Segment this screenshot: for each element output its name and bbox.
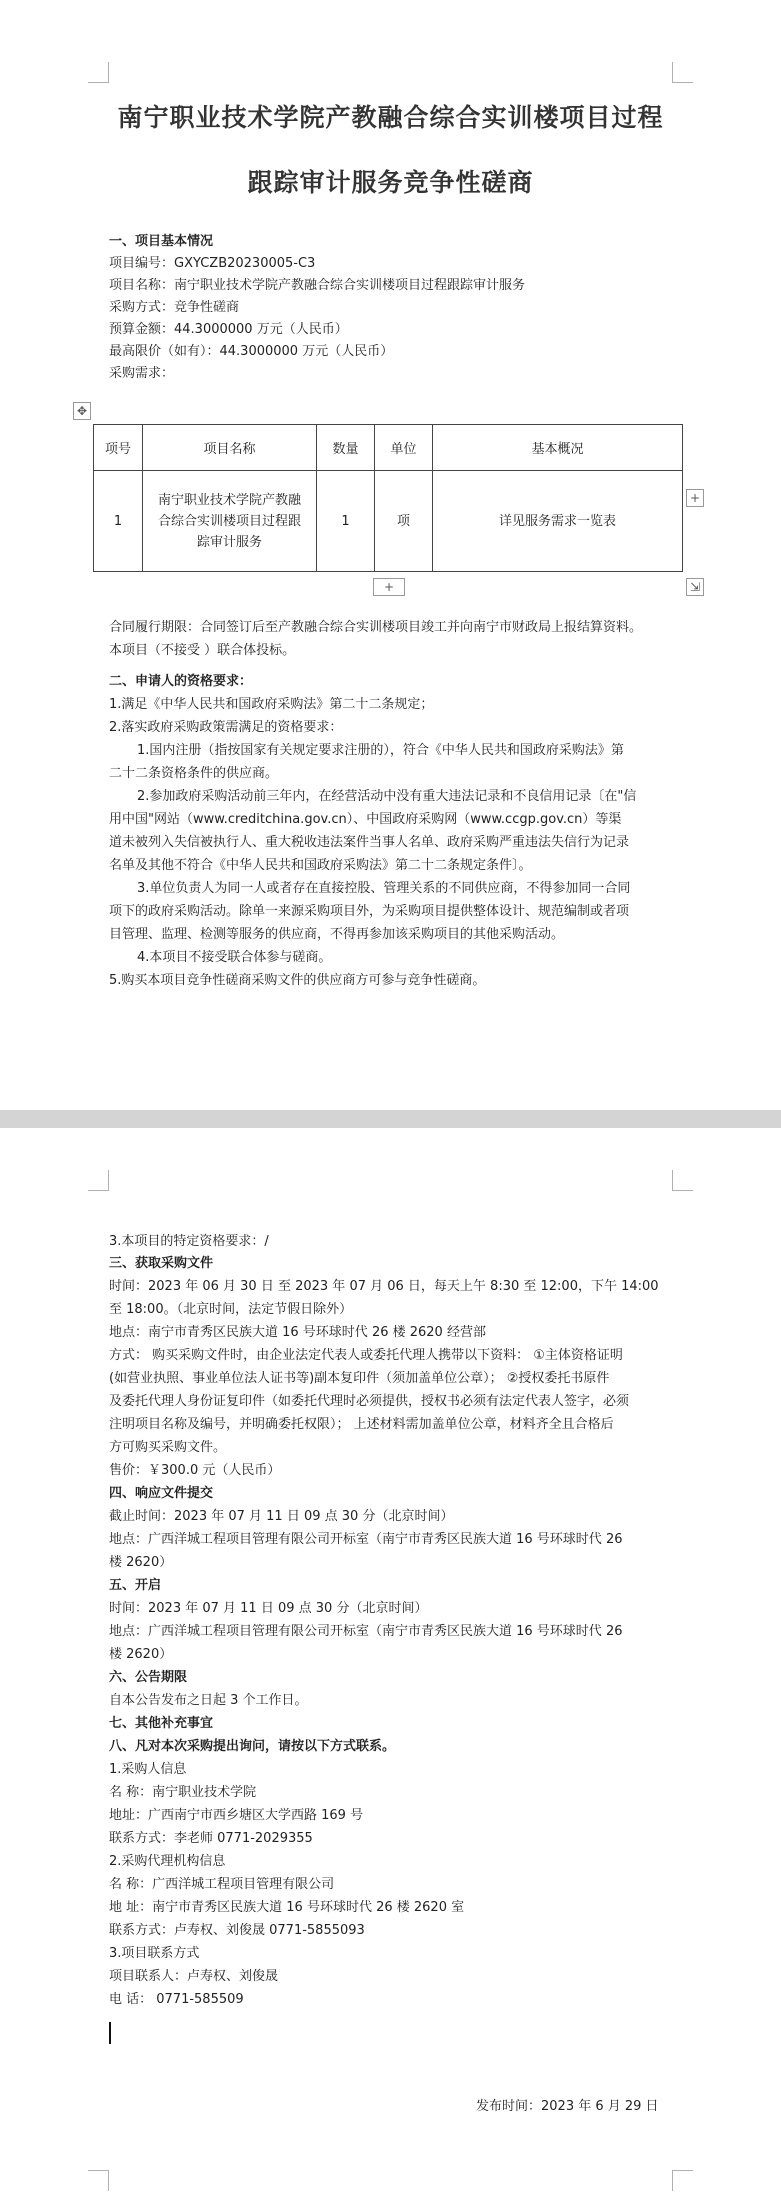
body-line: 自本公告发布之日起 3 个工作日。 — [109, 1693, 308, 1708]
body-line: (如营业执照、事业单位法人证书等)副本复印件（须加盖单位公章）； ②授权委托书原件 — [109, 1371, 610, 1386]
body-line: 楼 2620） — [109, 1647, 173, 1662]
body-line: 地址：广西南宁市西乡塘区大学西路 169 号 — [109, 1808, 364, 1823]
body-line: 截止时间：2023 年 07 月 11 日 09 点 30 分（北京时间） — [109, 1509, 454, 1524]
body-line: 道未被列入失信被执行人、重大税收违法案件当事人名单、政府采购严重违法失信行为记录 — [109, 835, 630, 850]
crop-mark — [88, 2170, 109, 2191]
procurement-needs: 采购需求： — [109, 366, 175, 381]
body-line: 联系方式：李老师 0771-2029355 — [109, 1831, 313, 1846]
body-line: 地点：广西洋城工程项目管理有限公司开标室（南宁市青秀区民族大道 16 号环球时代 26 — [109, 1532, 623, 1547]
body-line: 名单及其他不符合《中华人民共和国政府采购法》第二十二条规定条件〕。 — [109, 858, 532, 873]
budget-amount: 预算金额：44.3000000 万元（人民币） — [109, 322, 348, 337]
text-cursor — [109, 2022, 111, 2044]
body-line: 1.满足《中华人民共和国政府采购法》第二十二条规定； — [109, 697, 434, 712]
body-line: 4.本项目不接受联合体参与磋商。 — [137, 950, 332, 965]
body-line: 及委托代理人身份证复印件（如委托代理时必须提供，授权书必须有法定代表人签字，必须 — [109, 1394, 630, 1409]
section-heading: 三、获取采购文件 — [109, 1256, 214, 1271]
body-line: 联系方式：卢寿权、刘俊晟 0771-5855093 — [109, 1923, 365, 1938]
body-line: 地点：南宁市青秀区民族大道 16 号环球时代 26 楼 2620 经营部 — [109, 1325, 486, 1340]
body-line: 5.购买本项目竞争性磋商采购文件的供应商方可参与竞争性磋商。 — [109, 973, 486, 988]
crop-mark — [672, 62, 693, 83]
crop-mark — [88, 62, 109, 83]
section-heading: 二、申请人的资格要求： — [109, 674, 253, 689]
body-line: 1.采购人信息 — [109, 1762, 187, 1777]
body-line: 时间：2023 年 07 月 11 日 09 点 30 分（北京时间） — [109, 1601, 428, 1616]
document-title-line2: 跟踪审计服务竞争性磋商 — [247, 168, 534, 197]
table-move-handle-icon[interactable]: ✥ — [73, 402, 91, 420]
add-column-button[interactable]: + — [686, 489, 704, 507]
section-heading: 七、其他补充事宜 — [109, 1716, 214, 1731]
table-header-row — [94, 425, 683, 471]
body-line: 注明项目名称及编号，并明确委托权限）； 上述材料需加盖单位公章，材料齐全且合格后 — [109, 1417, 614, 1432]
table-cell: 详见服务需求一览表 — [433, 471, 683, 572]
table-header-cell: 项号 — [94, 425, 143, 471]
crop-mark — [672, 2170, 693, 2191]
section-heading: 五、开启 — [109, 1578, 162, 1593]
body-line: 2.落实政府采购政策需满足的资格要求： — [109, 720, 343, 735]
body-line: 地点：广西洋城工程项目管理有限公司开标室（南宁市青秀区民族大道 16 号环球时代 26 — [109, 1624, 623, 1639]
body-line: 名 称：南宁职业技术学院 — [109, 1785, 257, 1800]
body-line: 方可购买采购文件。 — [109, 1440, 227, 1455]
body-line-links: 用中国"网站（www.creditchina.gov.cn）、中国政府采购网（www.ccgp.gov.cn）等渠 — [109, 812, 622, 827]
body-line: 至 18:00。（北京时间，法定节假日除外） — [109, 1302, 353, 1317]
table-cell-project-name — [143, 471, 317, 572]
project-name: 项目名称：南宁职业技术学院产教融合综合实训楼项目过程跟踪审计服务 — [109, 278, 526, 293]
section-heading: 六、公告期限 — [109, 1670, 188, 1685]
section-heading: 四、响应文件提交 — [109, 1486, 214, 1501]
cell-text-line: 合综合实训楼项目过程跟 — [157, 513, 301, 529]
body-line: 3.单位负责人为同一人或者存在直接控股、管理关系的不同供应商，不得参加同一合同 — [137, 881, 631, 896]
body-line: 2.采购代理机构信息 — [109, 1854, 226, 1869]
table-cell: 项 — [375, 471, 433, 572]
body-line: 目管理、监理、检测等服务的供应商，不得再参加该采购项目的其他采购活动。 — [109, 927, 565, 942]
table-header-cell: 项目名称 — [143, 425, 317, 471]
contract-period: 合同履行期限：合同签订后至产教融合综合实训楼项目竣工并向南宁市财政局上报结算资料。 — [109, 620, 643, 635]
body-line: 地 址：南宁市青秀区民族大道 16 号环球时代 26 楼 2620 室 — [109, 1900, 465, 1915]
table-header-cell: 基本概况 — [433, 425, 683, 471]
table-cell: 1 — [94, 471, 143, 572]
body-line: 二十二条资格条件的供应商。 — [109, 766, 279, 781]
body-line: 项目联系人：卢寿权、刘俊晟 — [109, 1969, 279, 1984]
body-line: 楼 2620） — [109, 1555, 173, 1570]
crop-mark — [88, 1170, 109, 1191]
table-cell: 1 — [317, 471, 375, 572]
body-line: 名 称：广西洋城工程项目管理有限公司 — [109, 1877, 335, 1892]
crop-mark — [672, 1170, 693, 1191]
body-line: 电 话： 0771-585509 — [109, 1992, 244, 2007]
body-line: 3.项目联系方式 — [109, 1946, 200, 1961]
publish-date: 发布时间：2023 年 6 月 29 日 — [476, 2099, 659, 2114]
project-table — [93, 424, 683, 572]
table-header-cell: 单位 — [375, 425, 433, 471]
document-title-line1: 南宁职业技术学院产教融合综合实训楼项目过程 — [117, 103, 664, 132]
body-line: 时间：2023 年 06 月 30 日 至 2023 年 07 月 06 日，每天上午 8:30 至 12:00，下午 14:00 — [109, 1279, 659, 1294]
table-resize-handle-icon[interactable]: ⇲ — [686, 578, 704, 596]
procurement-method: 采购方式：竞争性磋商 — [109, 300, 240, 315]
body-line: 2.参加政府采购活动前三年内，在经营活动中没有重大违法记录和不良信用记录〔在"信 — [137, 789, 637, 804]
body-line: 方式： 购买采购文件时，由企业法定代表人或委托代理人携带以下资料： ①主体资格证明 — [109, 1348, 623, 1363]
add-row-button[interactable]: + — [373, 578, 405, 596]
table-header-cell: 数量 — [317, 425, 375, 471]
project-number: 项目编号：GXYCZB20230005-C3 — [109, 256, 316, 271]
body-line: 1.国内注册（指按国家有关规定要求注册的），符合《中华人民共和国政府采购法》第 — [137, 743, 624, 758]
section-heading: 八、凡对本次采购提出询问，请按以下方式联系。 — [109, 1739, 396, 1754]
consortium-note: 本项目（不接受 ）联合体投标。 — [109, 643, 296, 658]
price-line: 售价：￥300.0 元（人民币） — [109, 1463, 281, 1478]
cell-text-line: 南宁职业技术学院产教融 — [157, 492, 301, 508]
max-price: 最高限价（如有）：44.3000000 万元（人民币） — [109, 344, 394, 359]
special-requirement: 3.本项目的特定资格要求：/ — [109, 1234, 269, 1249]
section-heading: 一、项目基本情况 — [109, 234, 214, 249]
cell-text-line: 踪审计服务 — [196, 534, 262, 550]
table-row — [94, 471, 683, 572]
body-line: 项下的政府采购活动。除单一来源采购项目外，为采购项目提供整体设计、规范编制或者项 — [109, 904, 630, 919]
